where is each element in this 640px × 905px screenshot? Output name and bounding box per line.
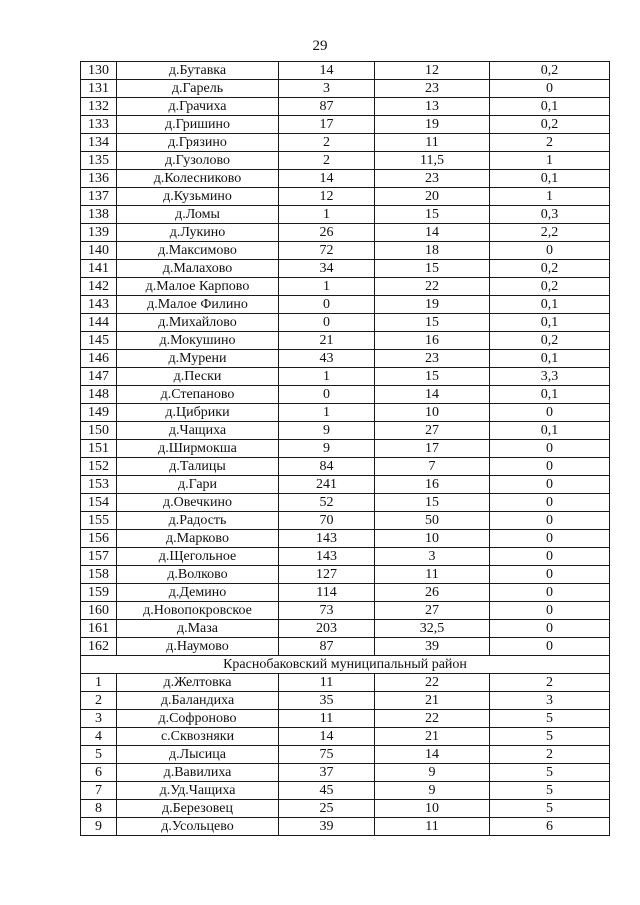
table-row [81,80,610,98]
settlement-name-cell: д.Чащиха [117,422,279,440]
table-row [81,620,610,638]
row-number-cell: 3 [81,710,117,728]
value-col-1-cell: 2 [279,134,375,152]
value-col-2-cell: 15 [375,260,490,278]
value-col-1-cell: 26 [279,224,375,242]
value-col-1-cell: 3 [279,80,375,98]
value-col-1-cell: 17 [279,116,375,134]
row-number-cell: 162 [81,638,117,656]
value-col-3-cell: 0 [490,440,610,458]
table-row [81,224,610,242]
table-row [81,206,610,224]
value-col-1-cell: 14 [279,728,375,746]
value-col-2-cell: 3 [375,548,490,566]
table-row [81,602,610,620]
value-col-3-cell: 0,2 [490,116,610,134]
row-number-cell: 139 [81,224,117,242]
value-col-1-cell: 1 [279,368,375,386]
value-col-1-cell: 34 [279,260,375,278]
settlement-name-cell: д.Волково [117,566,279,584]
value-col-2-cell: 15 [375,368,490,386]
value-col-3-cell: 5 [490,800,610,818]
row-number-cell: 131 [81,80,117,98]
settlement-name-cell: д.Наумово [117,638,279,656]
value-col-3-cell: 0,1 [490,422,610,440]
value-col-1-cell: 1 [279,278,375,296]
value-col-2-cell: 11 [375,566,490,584]
settlement-name-cell: д.Малое Филино [117,296,279,314]
row-number-cell: 133 [81,116,117,134]
table-row [81,494,610,512]
value-col-3-cell: 0,2 [490,278,610,296]
value-col-1-cell: 45 [279,782,375,800]
value-col-1-cell: 72 [279,242,375,260]
table-row [81,116,610,134]
value-col-1-cell: 37 [279,764,375,782]
settlement-name-cell: д.Малахово [117,260,279,278]
value-col-3-cell: 1 [490,152,610,170]
value-col-2-cell: 32,5 [375,620,490,638]
table-row [81,314,610,332]
table-section [81,656,610,674]
row-number-cell: 132 [81,98,117,116]
value-col-1-cell: 241 [279,476,375,494]
row-number-cell: 8 [81,800,117,818]
value-col-1-cell: 11 [279,674,375,692]
value-col-2-cell: 14 [375,386,490,404]
value-col-1-cell: 12 [279,188,375,206]
value-col-2-cell: 23 [375,350,490,368]
row-number-cell: 137 [81,188,117,206]
settlement-name-cell: д.Баландиха [117,692,279,710]
settlement-name-cell: д.Михайлово [117,314,279,332]
value-col-2-cell: 22 [375,674,490,692]
settlement-name-cell: д.Гарель [117,80,279,98]
value-col-3-cell: 5 [490,728,610,746]
value-col-2-cell: 22 [375,278,490,296]
row-number-cell: 148 [81,386,117,404]
settlement-name-cell: д.Усольцево [117,818,279,836]
value-col-1-cell: 0 [279,386,375,404]
value-col-3-cell: 0 [490,458,610,476]
table-row [81,152,610,170]
value-col-3-cell: 0 [490,494,610,512]
value-col-3-cell: 0,2 [490,260,610,278]
table-row [81,62,610,80]
row-number-cell: 150 [81,422,117,440]
table-row [81,674,610,692]
value-col-1-cell: 143 [279,530,375,548]
row-number-cell: 159 [81,584,117,602]
value-col-1-cell: 1 [279,206,375,224]
row-number-cell: 141 [81,260,117,278]
value-col-3-cell: 2 [490,674,610,692]
value-col-2-cell: 23 [375,80,490,98]
row-number-cell: 161 [81,620,117,638]
value-col-3-cell: 1 [490,188,610,206]
value-col-3-cell: 0 [490,548,610,566]
row-number-cell: 1 [81,674,117,692]
table-row [81,98,610,116]
value-col-2-cell: 10 [375,800,490,818]
row-number-cell: 6 [81,764,117,782]
settlement-name-cell: д.Пески [117,368,279,386]
table-body-top [81,62,610,656]
settlement-name-cell: д.Овечкино [117,494,279,512]
settlement-name-cell: д.Маза [117,620,279,638]
value-col-3-cell: 0 [490,602,610,620]
value-col-3-cell: 2 [490,746,610,764]
table-row [81,170,610,188]
row-number-cell: 158 [81,566,117,584]
value-col-1-cell: 143 [279,548,375,566]
row-number-cell: 9 [81,818,117,836]
value-col-1-cell: 0 [279,296,375,314]
table-row [81,512,610,530]
value-col-2-cell: 10 [375,404,490,422]
value-col-3-cell: 0 [490,638,610,656]
row-number-cell: 4 [81,728,117,746]
row-number-cell: 7 [81,782,117,800]
value-col-2-cell: 14 [375,746,490,764]
settlement-name-cell: д.Гришино [117,116,279,134]
settlement-name-cell: д.Кузьмино [117,188,279,206]
value-col-1-cell: 43 [279,350,375,368]
section-title: Краснобаковский муниципальный район [81,656,610,674]
value-col-3-cell: 0 [490,404,610,422]
settlement-name-cell: д.Радость [117,512,279,530]
row-number-cell: 152 [81,458,117,476]
value-col-3-cell: 3,3 [490,368,610,386]
table-row [81,386,610,404]
value-col-2-cell: 19 [375,116,490,134]
table-row [81,638,610,656]
settlement-name-cell: д.Демино [117,584,279,602]
value-col-1-cell: 25 [279,800,375,818]
table-row [81,296,610,314]
value-col-1-cell: 2 [279,152,375,170]
value-col-1-cell: 70 [279,512,375,530]
value-col-2-cell: 9 [375,782,490,800]
value-col-2-cell: 10 [375,530,490,548]
value-col-1-cell: 127 [279,566,375,584]
settlement-name-cell: д.Ломы [117,206,279,224]
value-col-3-cell: 0,2 [490,62,610,80]
value-col-3-cell: 0 [490,80,610,98]
table-row [81,422,610,440]
value-col-3-cell: 0,2 [490,332,610,350]
settlement-name-cell: д.Максимово [117,242,279,260]
value-col-3-cell: 2 [490,134,610,152]
value-col-3-cell: 0 [490,476,610,494]
table-row [81,710,610,728]
value-col-1-cell: 52 [279,494,375,512]
value-col-2-cell: 19 [375,296,490,314]
table-row [81,746,610,764]
table-row [81,530,610,548]
settlement-name-cell: д.Лукино [117,224,279,242]
table-body-bottom [81,674,610,836]
value-col-3-cell: 5 [490,764,610,782]
settlement-name-cell: д.Ширмокша [117,440,279,458]
value-col-2-cell: 13 [375,98,490,116]
row-number-cell: 5 [81,746,117,764]
value-col-2-cell: 7 [375,458,490,476]
table-row [81,368,610,386]
value-col-1-cell: 21 [279,332,375,350]
table-row [81,692,610,710]
value-col-2-cell: 21 [375,692,490,710]
value-col-1-cell: 9 [279,440,375,458]
settlement-name-cell: д.Бутавка [117,62,279,80]
settlement-name-cell: д.Софроново [117,710,279,728]
value-col-3-cell: 0 [490,620,610,638]
settlement-name-cell: д.Грязино [117,134,279,152]
value-col-2-cell: 14 [375,224,490,242]
row-number-cell: 154 [81,494,117,512]
table-row [81,188,610,206]
value-col-3-cell: 0,1 [490,98,610,116]
value-col-1-cell: 87 [279,98,375,116]
settlement-name-cell: д.Степаново [117,386,279,404]
value-col-2-cell: 23 [375,170,490,188]
settlement-name-cell: д.Колесниково [117,170,279,188]
settlement-name-cell: д.Талицы [117,458,279,476]
settlement-name-cell: д.Желтовка [117,674,279,692]
value-col-2-cell: 16 [375,332,490,350]
value-col-1-cell: 84 [279,458,375,476]
value-col-2-cell: 15 [375,206,490,224]
value-col-3-cell: 0,3 [490,206,610,224]
value-col-1-cell: 73 [279,602,375,620]
settlement-name-cell: д.Мокушино [117,332,279,350]
value-col-3-cell: 6 [490,818,610,836]
value-col-2-cell: 16 [375,476,490,494]
row-number-cell: 2 [81,692,117,710]
value-col-3-cell: 0 [490,512,610,530]
settlement-name-cell: д.Вавилиха [117,764,279,782]
row-number-cell: 151 [81,440,117,458]
settlement-name-cell: д.Уд.Чащиха [117,782,279,800]
value-col-1-cell: 203 [279,620,375,638]
value-col-2-cell: 11 [375,134,490,152]
row-number-cell: 157 [81,548,117,566]
settlement-name-cell: д.Марково [117,530,279,548]
row-number-cell: 134 [81,134,117,152]
row-number-cell: 146 [81,350,117,368]
value-col-3-cell: 0,1 [490,314,610,332]
table-row [81,260,610,278]
value-col-2-cell: 39 [375,638,490,656]
value-col-3-cell: 0,1 [490,170,610,188]
value-col-1-cell: 87 [279,638,375,656]
value-col-2-cell: 15 [375,494,490,512]
row-number-cell: 142 [81,278,117,296]
settlement-name-cell: с.Сквозняки [117,728,279,746]
value-col-1-cell: 35 [279,692,375,710]
table-row [81,548,610,566]
value-col-3-cell: 5 [490,710,610,728]
value-col-2-cell: 26 [375,584,490,602]
table-row [81,332,610,350]
row-number-cell: 145 [81,332,117,350]
table-row [81,728,610,746]
value-col-2-cell: 22 [375,710,490,728]
value-col-3-cell: 3 [490,692,610,710]
value-col-2-cell: 17 [375,440,490,458]
table-row [81,800,610,818]
value-col-2-cell: 9 [375,764,490,782]
row-number-cell: 160 [81,602,117,620]
table-row [81,458,610,476]
table-row [81,584,610,602]
value-col-1-cell: 39 [279,818,375,836]
table-row [81,818,610,836]
table-row [81,134,610,152]
value-col-1-cell: 0 [279,314,375,332]
settlement-name-cell: д.Новопокровское [117,602,279,620]
value-col-2-cell: 27 [375,422,490,440]
value-col-3-cell: 0 [490,530,610,548]
settlement-name-cell: д.Березовец [117,800,279,818]
value-col-3-cell: 5 [490,782,610,800]
value-col-2-cell: 18 [375,242,490,260]
value-col-2-cell: 20 [375,188,490,206]
value-col-2-cell: 50 [375,512,490,530]
settlement-name-cell: д.Лысица [117,746,279,764]
row-number-cell: 143 [81,296,117,314]
value-col-1-cell: 11 [279,710,375,728]
row-number-cell: 147 [81,368,117,386]
settlement-name-cell: д.Мурени [117,350,279,368]
table-row [81,764,610,782]
row-number-cell: 136 [81,170,117,188]
value-col-1-cell: 14 [279,62,375,80]
table-row [81,278,610,296]
table-row [81,476,610,494]
settlements-table [80,61,610,836]
row-number-cell: 153 [81,476,117,494]
value-col-3-cell: 0,1 [490,350,610,368]
value-col-2-cell: 11,5 [375,152,490,170]
value-col-1-cell: 9 [279,422,375,440]
table-row [81,782,610,800]
row-number-cell: 130 [81,62,117,80]
value-col-2-cell: 15 [375,314,490,332]
row-number-cell: 156 [81,530,117,548]
row-number-cell: 144 [81,314,117,332]
value-col-1-cell: 75 [279,746,375,764]
table-row [81,242,610,260]
row-number-cell: 135 [81,152,117,170]
value-col-3-cell: 0 [490,584,610,602]
value-col-2-cell: 12 [375,62,490,80]
settlement-name-cell: д.Малое Карпово [117,278,279,296]
value-col-3-cell: 0,1 [490,296,610,314]
value-col-2-cell: 21 [375,728,490,746]
value-col-3-cell: 0 [490,242,610,260]
value-col-3-cell: 0,1 [490,386,610,404]
section-row [81,656,610,674]
page-number: 29 [312,38,328,54]
table-row [81,404,610,422]
settlement-name-cell: д.Цибрики [117,404,279,422]
row-number-cell: 140 [81,242,117,260]
table-row [81,440,610,458]
settlement-name-cell: д.Щегольное [117,548,279,566]
value-col-3-cell: 0 [490,566,610,584]
settlement-name-cell: д.Грачиха [117,98,279,116]
value-col-3-cell: 2,2 [490,224,610,242]
row-number-cell: 155 [81,512,117,530]
value-col-2-cell: 27 [375,602,490,620]
value-col-1-cell: 14 [279,170,375,188]
value-col-1-cell: 114 [279,584,375,602]
table-row [81,350,610,368]
row-number-cell: 149 [81,404,117,422]
settlement-name-cell: д.Гузолово [117,152,279,170]
value-col-1-cell: 1 [279,404,375,422]
settlement-name-cell: д.Гари [117,476,279,494]
value-col-2-cell: 11 [375,818,490,836]
row-number-cell: 138 [81,206,117,224]
table-row [81,566,610,584]
